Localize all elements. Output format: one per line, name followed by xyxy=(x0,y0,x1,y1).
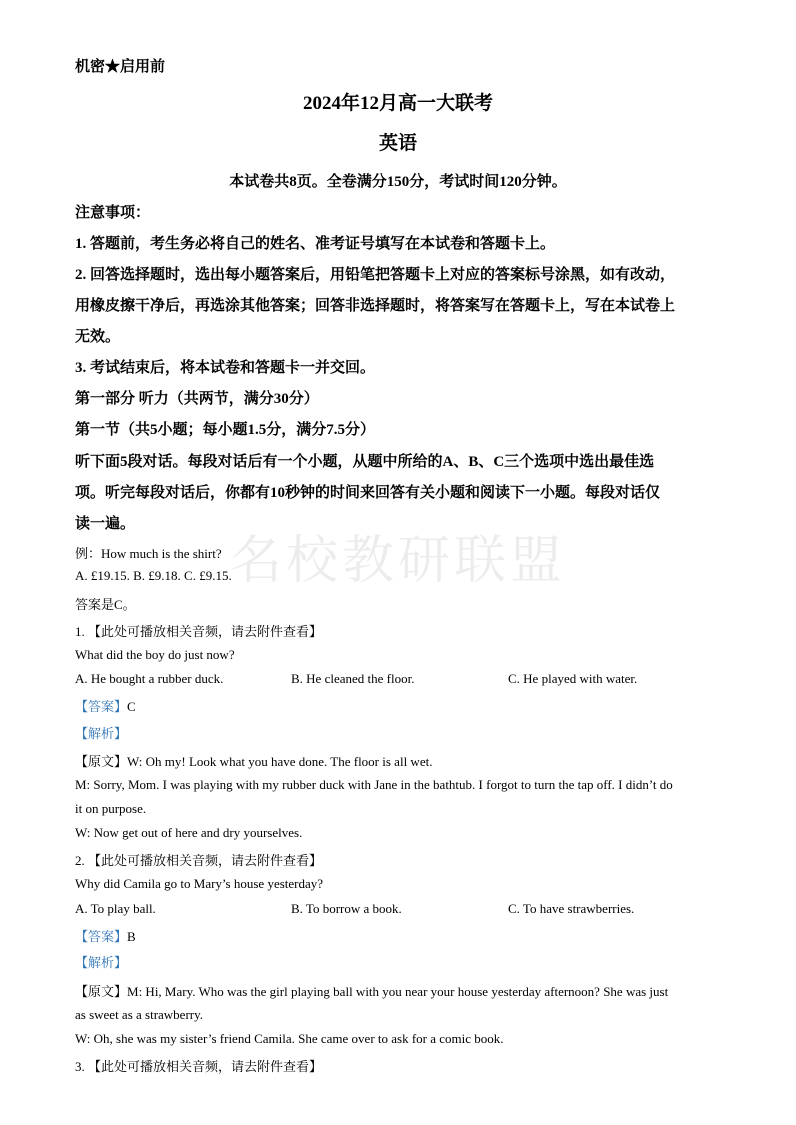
notice-item-2-line-3: 无效。 xyxy=(75,329,121,345)
exam-title: 2024年12月高一大联考 xyxy=(302,93,493,114)
section1-heading: 第一节（共5小题；每小题1.5分，满分7.5分） xyxy=(75,422,376,438)
q1-answer: C xyxy=(127,699,136,714)
q1-analysis-tag: 【解析】 xyxy=(75,726,128,741)
notice-item-2-line-1: 2. 回答选择题时，选出每小题答案后，用铅笔把答题卡上对应的答案标号涂黑，如有改动， xyxy=(75,267,676,283)
q2-script-text-1: M: Hi, Mary. Who was the girl playing ball with you near your house yesterday afternoon? She was just xyxy=(127,984,669,999)
q2-stem: 2. 【此处可播放相关音频，请去附件查看】 xyxy=(75,853,323,868)
q1-script-line-2: M: Sorry, Mom. I was playing with my rubber duck with Jane in the bathtub. I forgot to turn the tap off. I didn’t do xyxy=(75,777,673,792)
q3-stem: 3. 【此处可播放相关音频，请去附件查看】 xyxy=(75,1059,323,1074)
q1-script-line-1 xyxy=(75,751,432,770)
confidential-label: 机密★启用前 xyxy=(75,59,166,75)
q2-question: Why did Camila go to Mary’s house yesterday? xyxy=(75,876,324,891)
q1-script-tag: 【原文】 xyxy=(75,754,128,769)
q1-stem: 1. 【此处可播放相关音频，请去附件查看】 xyxy=(75,624,323,639)
example-answer: 答案是C。 xyxy=(75,597,136,612)
q1-option-b: B. He cleaned the floor. xyxy=(291,671,415,686)
q2-script-line-3: W: Oh, she was my sister’s friend Camila. She came over to ask for a comic book. xyxy=(75,1031,504,1046)
q2-option-a: A. To play ball. xyxy=(75,901,156,916)
exam-intro: 本试卷共8页。全卷满分150分，考试时间120分钟。 xyxy=(229,174,567,190)
notice-heading: 注意事项： xyxy=(75,205,151,221)
notice-item-1: 1. 答题前，考生务必将自己的姓名、准考证号填写在本试卷和答题卡上。 xyxy=(75,236,556,252)
instructions-line-1: 听下面5段对话。每段对话后有一个小题，从题中所给的A、B、C三个选项中选出最佳选 xyxy=(75,454,655,470)
q1-script-line-3: it on purpose. xyxy=(75,801,147,816)
q2-option-b: B. To borrow a book. xyxy=(291,901,402,916)
example-question: 例：How much is the shirt? xyxy=(75,546,222,561)
q2-option-c: C. To have strawberries. xyxy=(508,901,635,916)
q1-script-line-4: W: Now get out of here and dry yourselves. xyxy=(75,825,303,840)
q1-question: What did the boy do just now? xyxy=(75,647,235,662)
q2-answer-row xyxy=(75,926,136,945)
q2-analysis-tag: 【解析】 xyxy=(75,955,128,970)
q2-script-tag: 【原文】 xyxy=(75,984,128,999)
example-options: A. £19.15. B. £9.18. C. £9.15. xyxy=(75,568,232,583)
q1-answer-tag: 【答案】 xyxy=(75,699,128,714)
q2-script-line-1 xyxy=(75,981,668,1000)
q1-answer-row xyxy=(75,696,136,715)
q2-answer: B xyxy=(127,929,136,944)
notice-item-3: 3. 考试结束后，将本试卷和答题卡一并交回。 xyxy=(75,360,376,376)
q2-answer-tag: 【答案】 xyxy=(75,929,128,944)
q2-script-line-2: as sweet as a strawberry. xyxy=(75,1007,204,1022)
q1-option-a: A. He bought a rubber duck. xyxy=(75,671,224,686)
notice-item-2-line-2: 用橡皮擦干净后，再选涂其他答案；回答非选择题时，将答案写在答题卡上，写在本试卷上 xyxy=(75,298,676,314)
instructions-line-3: 读一遍。 xyxy=(75,516,136,532)
part1-heading: 第一部分 听力（共两节，满分30分） xyxy=(75,391,319,407)
watermark: 名校教研联盟 xyxy=(229,533,566,590)
q1-script-text-1: W: Oh my! Look what you have done. The floor is all wet. xyxy=(127,754,433,769)
q1-option-c: C. He played with water. xyxy=(508,671,638,686)
instructions-line-2: 项。听完每段对话后，你都有10秒钟的时间来回答有关小题和阅读下一小题。每段对话仅 xyxy=(75,485,661,501)
subject-title: 英语 xyxy=(378,133,417,154)
